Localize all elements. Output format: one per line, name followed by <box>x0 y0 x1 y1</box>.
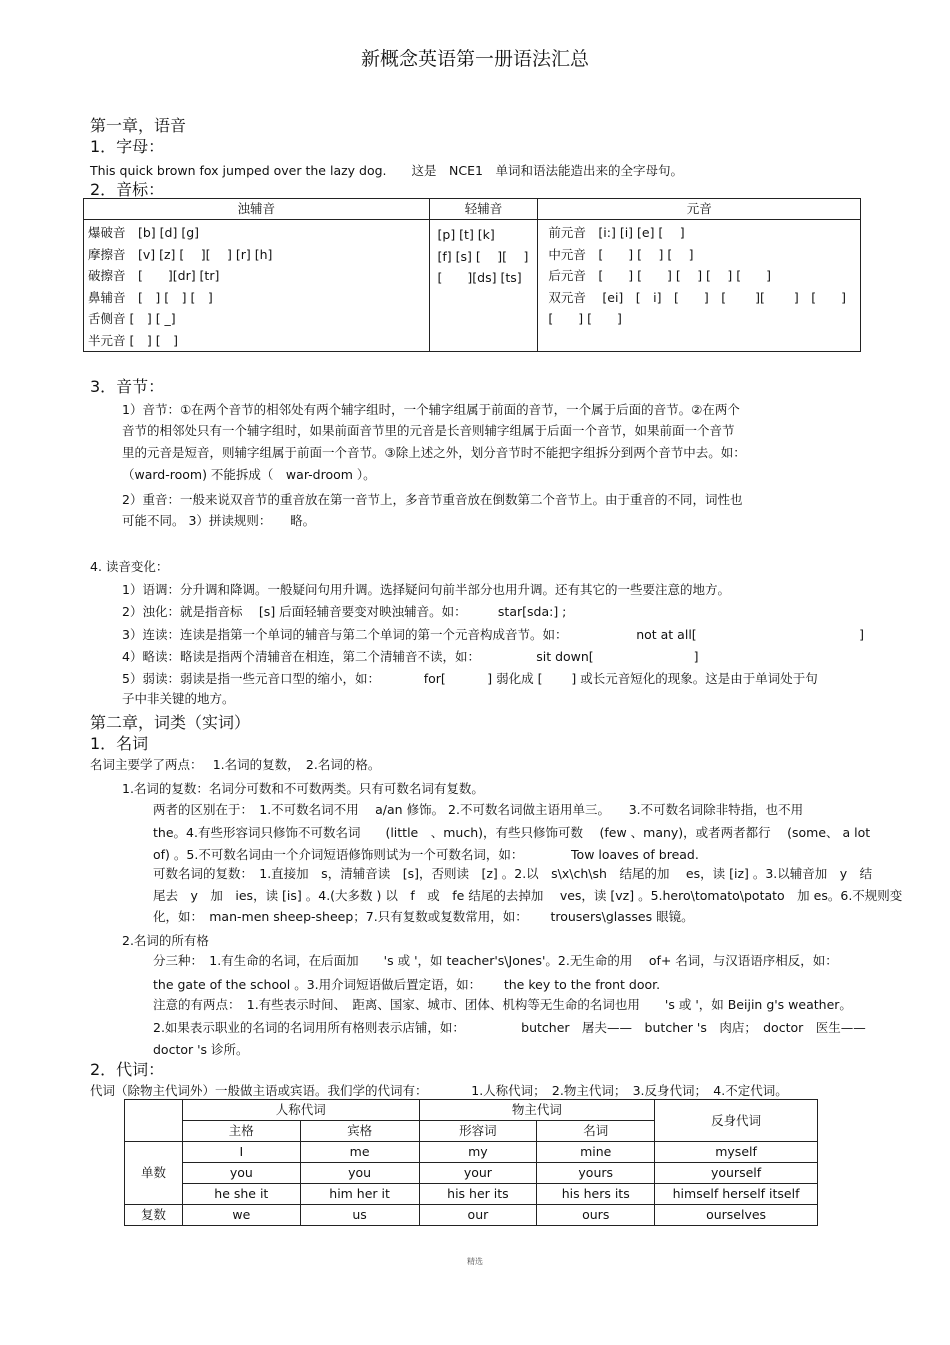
syllable-line: 1）音节：①在两个音节的相邻处有两个辅字组时，一个辅字组属于前面的音节，一个属于后面的音节。②在两个 <box>122 402 740 417</box>
pronunciation-line: 5）弱读：弱读是指一些元音口型的缩小，如： for[ ] 弱化成 [ ] 或长元音短化的现象。这是由于单词处于句 <box>122 671 818 686</box>
noun-line: 2.如果表示职业的名词的名词用所有格则表示店铺，如： butcher 屠夫—— butcher 's 肉店； doctor 医生—— <box>153 1020 866 1035</box>
voiced-line: 半元音 [ ] [ ] <box>88 332 178 348</box>
possessive-pronoun-header: 物主代词 <box>419 1100 655 1121</box>
section-phonetics-heading: 2．音标： <box>90 180 165 199</box>
noun-line: 注意的有两点： 1.有些表示时间、 距离、国家、城市、团体、机构等无生命的名词也用 's 或 '，如 Beijin g's weather。 <box>153 997 852 1012</box>
syllable-line: 音节的相邻处只有一个辅字组时，如果前面音节里的元音是长音则辅字组属于后面一个音节，如果前面一个音节 <box>122 423 735 438</box>
pronunciation-line: 2）浊化：就是指音标 [s] 后面轻辅音要变对映浊辅音。如： star[sda:] ; <box>122 604 567 619</box>
pronoun-cell: ourselves <box>655 1205 818 1226</box>
pronoun-cell: ours <box>537 1205 655 1226</box>
vowel-line: 前元音 [i:] [i] [e] [ ] <box>548 225 685 240</box>
noun-line: the gate of the school 。3.用介词短语做后置定语，如： the key to the front door. <box>153 977 661 992</box>
pronoun-cell: your <box>419 1163 537 1184</box>
vowel-header: 元音 <box>538 199 861 220</box>
pronoun-cell: my <box>419 1142 537 1163</box>
noun-heading: 1．名词 <box>90 734 149 753</box>
plural-label: 复数 <box>125 1205 183 1226</box>
voiceless-line: [ ][ds] [ts] <box>437 270 522 285</box>
pronoun-cell: myself <box>655 1142 818 1163</box>
voiced-line: 舌侧音 [ ] [ _] <box>88 311 176 326</box>
voiced-line: 爆破音 [b] [d] [g] <box>88 225 200 240</box>
section-pronunciation-heading: 4. 读音变化： <box>90 559 169 574</box>
pronoun-cell: his her its <box>419 1184 537 1205</box>
chapter-2-heading: 第二章，词类（实词） <box>90 713 251 732</box>
syllable-line: （ward-room) 不能拆成（ war-droom ）。 <box>122 467 376 482</box>
stress-line: 可能不同。 3）拼读规则： 略。 <box>122 513 316 528</box>
noun-line: 可数名词的复数： 1.直接加 s，清辅音读 [s]，否则读 [z] 。2.以 s\x\ch\sh 结尾的加 es，读 [iz] 。3.以辅音加 y 结 <box>153 866 873 881</box>
noun-line: 化，如： man-men sheep-sheep；7.只有复数或复数常用，如： trousers\glasses 眼镜。 <box>153 909 694 924</box>
section-letters-heading: 1．字母： <box>90 137 165 156</box>
noun-form-header: 名词 <box>537 1121 655 1142</box>
pronoun-line: 代词（除物主代词外）一般做主语或宾语。我们学的代词有： 1.人称代词； 2.物主代词； 3.反身代词； 4.不定代词。 <box>90 1083 788 1098</box>
pronunciation-line: 子中非关键的地方。 <box>122 691 235 706</box>
pronoun-cell: his hers its <box>537 1184 655 1205</box>
syllable-line: 里的元音是短音，则辅字组属于前面一个音节。③除上述之外，划分音节时不能把字组拆分到两个音节中去。如： <box>122 445 746 460</box>
pronoun-cell: he she it <box>182 1184 300 1205</box>
phonetic-table <box>83 198 861 352</box>
voiced-line: 摩擦音 [v] [z] [ ][ ] [r] [h] <box>88 246 273 262</box>
pronoun-cell: yourself <box>655 1163 818 1184</box>
vowel-line: [ ] [ ] <box>548 311 622 326</box>
voiceless-cell <box>429 220 538 352</box>
noun-line: the。4.有些形容词只修饰不可数名词 (little 、much)，有些只修饰可数 (few 、many)，或者两者都行 (some、 a lot <box>153 825 871 840</box>
pronoun-table-corner <box>125 1100 183 1142</box>
pronoun-cell: him her it <box>300 1184 419 1205</box>
voiceless-header: 轻辅音 <box>429 199 538 220</box>
voiced-cell <box>84 220 430 352</box>
object-case-header: 宾格 <box>300 1121 419 1142</box>
noun-line: 1.名词的复数：名词分可数和不可数两类。只有可数名词有复数。 <box>122 781 484 796</box>
noun-line: of) 。5.不可数名词由一个介词短语修饰则试为一个可数名词，如： Tow loaves of bread. <box>153 847 699 862</box>
document-title: 新概念英语第一册语法汇总 <box>360 48 589 70</box>
vowel-line: 双元音 [ei] [ i] [ ] [ ][ ] [ ] <box>548 289 846 305</box>
reflexive-pronoun-header: 反身代词 <box>655 1100 818 1142</box>
page-footer: 精选 <box>467 1257 483 1266</box>
pronunciation-line: 3）连读：连读是指第一个单词的辅音与第二个单词的第一个元音构成音节。如： not at all[ ] <box>122 627 865 642</box>
noun-line: 分三种： 1.有生命的名词，在后面加 's 或 '，如 teacher's\Jones'。2.无生命的用 of+ 名词，与汉语语序相反，如： <box>153 953 838 968</box>
noun-line: 尾去 y 加 ies，读 [is] 。4.(大多数 ) 以 f 或 fe 结尾的去掉加 ves，读 [vz] 。5.hero\tomato\potato 加 es。6.不规则变 <box>153 888 903 903</box>
noun-line: 名词主要学了两点： 1.名词的复数， 2.名词的格。 <box>90 757 381 772</box>
noun-line: doctor 's 诊所。 <box>153 1042 249 1057</box>
voiced-header: 浊辅音 <box>84 199 430 220</box>
personal-pronoun-header: 人称代词 <box>182 1100 419 1121</box>
vowel-line: 后元音 [ ] [ ] [ ] [ ] [ ] <box>548 268 772 283</box>
pronoun-cell: me <box>300 1142 419 1163</box>
pronoun-table <box>124 1099 818 1226</box>
adjective-form-header: 形容词 <box>419 1121 537 1142</box>
voiceless-line: [p] [t] [k] <box>437 227 495 242</box>
section-syllable-heading: 3．音节： <box>90 377 165 396</box>
noun-line: 两者的区别在于： 1.不可数名词不用 a/an 修饰。 2.不可数名词做主语用单三。 3.不可数名词除非特指，也不用 <box>153 802 804 817</box>
pronunciation-line: 1）语调：分升调和降调。一般疑问句用升调。选择疑问句前半部分也用升调。还有其它的一些要注意的地方。 <box>122 582 730 597</box>
vowel-cell <box>538 220 861 352</box>
pronoun-cell: our <box>419 1205 537 1226</box>
pronoun-cell: you <box>182 1163 300 1184</box>
pronunciation-line: 4）略读：略读是指两个清辅音在相连，第二个清辅音不读，如： sit down[ ] <box>122 649 699 664</box>
stress-line: 2）重音：一般来说双音节的重音放在第一音节上，多音节重音放在倒数第二个音节上。由于重音的不同，词性也 <box>122 492 743 507</box>
chapter-1-heading: 第一章，语音 <box>90 116 187 135</box>
subject-case-header: 主格 <box>182 1121 300 1142</box>
noun-line: 2.名词的所有格 <box>122 933 209 948</box>
singular-label: 单数 <box>125 1142 183 1205</box>
pangram-text: This quick brown fox jumped over the lazy dog. 这是 NCE1 单词和语法能造出来的全字母句。 <box>90 163 683 178</box>
pronoun-cell: yours <box>537 1163 655 1184</box>
pronoun-cell: we <box>182 1205 300 1226</box>
pronoun-cell: I <box>182 1142 300 1163</box>
vowel-line: 中元音 [ ] [ ] [ ] <box>548 246 694 262</box>
pronoun-heading: 2．代词： <box>90 1060 165 1079</box>
pronoun-cell: mine <box>537 1142 655 1163</box>
pronoun-cell: us <box>300 1205 419 1226</box>
pronoun-cell: you <box>300 1163 419 1184</box>
voiced-line: 鼻辅音 [ ] [ ] [ ] <box>88 289 213 305</box>
voiced-line: 破擦音 [ ][dr] [tr] <box>88 268 220 283</box>
pronoun-cell: himself herself itself <box>655 1184 818 1205</box>
voiceless-line: [f] [s] [ ][ ] <box>437 248 529 264</box>
